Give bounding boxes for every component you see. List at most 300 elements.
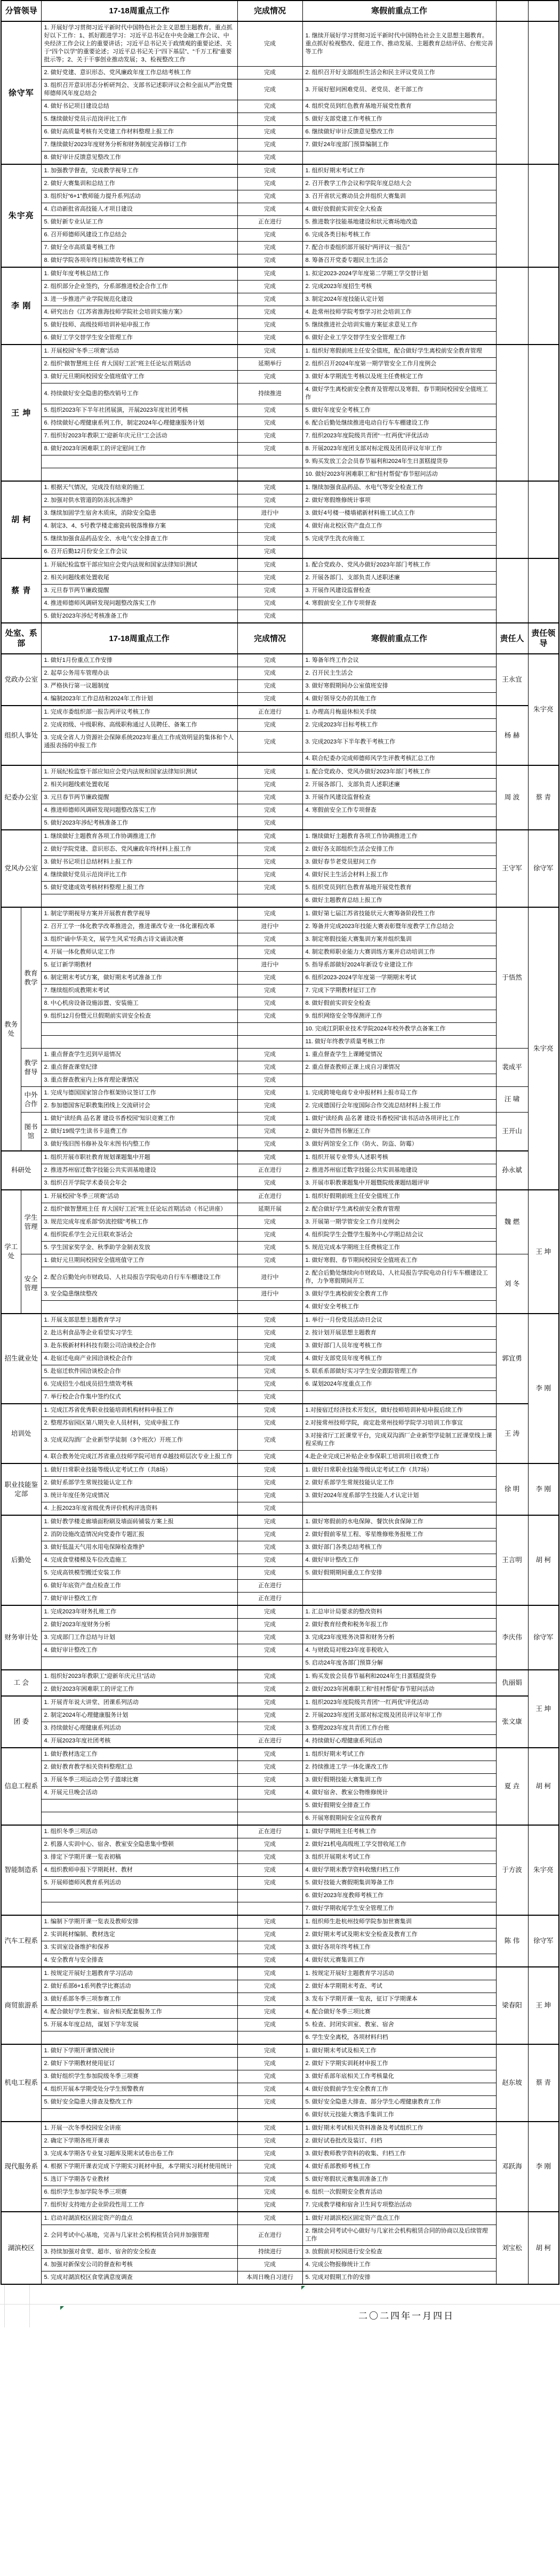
person-cell: 于方波 [496,1825,528,1915]
status-cell: 完成 [237,997,302,1010]
work-cell: 2. 机器人实训中心、宿舍、教室安全隐患集中整顿 [41,1838,237,1851]
status-cell: 进行中 [237,1267,302,1288]
work-schedule-table [1,0,559,2285]
work-cell: 2. 做好教育教学相关资料整理汇总 [41,1761,237,1774]
status-cell: 完成 [237,1074,302,1087]
status-cell: 完成 [237,1722,302,1735]
work-cell [41,1036,237,1049]
status-cell: 进行中 [237,959,302,972]
work-cell: 4. 组织开展本学期受处分学生预警教育 [41,2083,237,2096]
status-cell: 完成 [237,139,302,151]
status-cell: 完成 [237,1327,302,1340]
work-cell: 5. 完成高铁模型搬迁安装工作 [41,1567,237,1580]
work-cell: 4. 安全教育与安全排查 [41,1954,237,1967]
leader-cell: 李 刚 [528,1463,559,1515]
leader-cell [528,21,559,164]
vacation-cell: 10. 做好2023年困难职工和“挂村帮促”春节慰问活动 [302,468,496,482]
department-cell: 组织人事处 [1,706,41,765]
work-cell: 3. 排定下学期开课一览表初稿 [41,1851,237,1864]
status-cell: 完成 [237,229,302,242]
status-cell: 完成 [237,610,302,623]
vacation-cell: 2. 持续推进工学一体化课改工作 [302,1761,496,1774]
status-cell: 完成 [237,2173,302,2186]
status-cell: 完成 [237,2161,302,2173]
work-cell: 1. 开展纪检监察干部应知应会党内法规和国家法律知识测试 [41,765,237,779]
vacation-cell: 5. 做好假期安全排查工作 [302,1799,496,1812]
status-cell: 完成 [237,1980,302,1993]
work-cell: 6. 做好工学交替学生安全管理工作 [41,332,237,345]
vacation-cell: 3. 完成2023年下半年教干考核工作 [302,732,496,753]
work-cell: 2. 做好2023年度财务分析 [41,1619,237,1631]
department-cell: 机电工程系 [1,2044,41,2122]
work-cell: 2. 实训耗材编制、教材选定 [41,1929,237,1941]
vacation-cell: 3. 放假前对校园进行安全检查 [302,2246,496,2259]
status-cell: 完成 [237,2006,302,2019]
status-cell: 完成 [237,319,302,332]
vacation-cell: 3. 开展第一期学管安全工作月度例会 [302,1216,496,1229]
status-cell: 完成 [237,933,302,946]
work-cell: 2. 起草公务用车管理办法 [41,667,237,680]
vacation-cell: 3.对接省厅工匠课堂平台，完成双沟酒厂企业新型学徒制工匠课堂线上课程采购工作 [302,1430,496,1451]
status-cell: 本周日晚自习进行 [237,2271,302,2285]
department-cell: 智能制造系 [1,1825,41,1915]
work-cell: 1. 根据天气情况，完成没有结束的施工 [41,481,237,494]
leader-name-cell: 蔡 青 [1,558,41,623]
vacation-cell: 4. 做好状元赛集训工作 [302,1954,496,1967]
person-cell: 王 涛 [496,1404,528,1463]
vacation-cell: 7. 完成下学期教材征订工作 [302,985,496,997]
work-cell: 1. 加强教学督查，完成教学视导工作 [41,164,237,178]
work-cell: 4. 推进师德师风调研发现问题整改落实工作 [41,597,237,610]
person-cell [496,345,528,481]
work-cell: 7. 继续做好2023年度财务分析和财务制度完善修订工作 [41,139,237,151]
work-cell: 8. 做好审计反馈意见整改工作 [41,151,237,165]
work-cell: 2. 整理苏宿园区第八期失业人员材料，完成申报工作 [41,1417,237,1430]
vacation-cell: 4. 寒假前安全工作专项督查 [302,804,496,817]
department-cell: 现代服务系 [1,2122,41,2212]
vacation-cell: 1. 继续开展好学习贯彻习近平新时代中国特色社会主义思想主题教育。重点抓好检视整改、促进工作、推动发展、主题教育总结评估、台账完善等工作 [302,21,496,67]
vacation-cell: 1. 组织开展专业带头人述职考核 [302,1151,496,1164]
status-cell: 完成 [237,1404,302,1417]
column-header-work: 17-18周重点工作 [41,623,237,654]
status-cell: 完成 [237,1229,302,1242]
vacation-cell: 4. 做好系部教师考核工作 [302,2161,496,2173]
department-cell: 工 会 [1,1670,41,1696]
vacation-cell: 2. 召开教学工作会议和学院年度总结大会 [302,178,496,190]
work-cell: 6. 完成招生小组成员招生绩效考核 [41,1378,237,1391]
work-cell: 3. 重点督查教室内上体育理论课情况 [41,1074,237,1087]
vacation-cell: 4. 完成公物报修统计工作 [302,2259,496,2271]
status-cell: 完成 [237,2259,302,2271]
status-cell: 完成 [237,843,302,856]
vacation-cell: 1. 继续加强食品药品、水电气等安全检查工作 [302,481,496,494]
work-cell: 1. 开展校园“冬季三项赛”活动 [41,1190,237,1203]
status-cell: 完成 [237,151,302,165]
status-cell [237,894,302,908]
leader-cell: 蔡 青 [528,765,559,830]
person-cell [496,267,528,345]
vacation-cell [302,1391,496,1404]
leader-cell: 王 坤 [528,1190,559,1314]
vacation-cell: 4. 赴常州技师学院考察学习社会培训工作 [302,306,496,319]
status-cell: 完成 [237,1993,302,2006]
work-cell: 4. 做好审计整改工作 [41,1644,237,1657]
vacation-cell: 6. 完成各类目标考核工作 [302,229,496,242]
person-cell: 徐 明 [496,1463,528,1515]
department-cell: 学工处 [1,1190,21,1314]
work-cell: 2. 会同考试中心基地，完善与几家社会机构租赁合同并加强管理 [41,2225,237,2246]
vacation-cell: 2. 开展各部门、支部负责人述职述廉 [302,572,496,585]
vacation-cell: 1. 组织好期末考试工作 [302,1748,496,1761]
status-cell: 完成 [237,2019,302,2031]
person-cell: 仇丽娟 [496,1670,528,1696]
status-cell: 完成 [237,1670,302,1683]
department-cell: 湖滨校区 [1,2212,41,2284]
vacation-cell: 2. 做好寒假维修统计事项 [302,494,496,507]
vacation-cell: 5. 做好寒假状元赛集训准备工作 [302,2173,496,2186]
status-cell: 完成 [237,1748,302,1761]
vacation-cell: 2. 开展2023年度团支部对标定级及团员评议年审工作 [302,1709,496,1722]
status-cell: 完成 [237,1417,302,1430]
person-cell: 王守军 [496,830,528,907]
work-cell: 4. 继续做好党员示范岗评比工作 [41,869,237,882]
person-cell: 周 波 [496,765,528,830]
cell-flag-icon [60,2306,64,2310]
work-cell: 1. 开展校园“冬季三项赛”活动 [41,345,237,358]
leader-cell: 胡 柯 [528,2212,559,2284]
status-cell: 完成 [237,856,302,869]
work-cell: 5. 做好2023年涉纪考核准备工作 [41,817,237,830]
vacation-cell: 7. 组织2023年度院级共青团“一红两优”评优活动 [302,430,496,443]
status-cell: 完成 [237,1378,302,1391]
status-cell: 完成 [237,1314,302,1327]
vacation-cell: 3. 开展作风建设监督检查 [302,585,496,597]
status-cell: 完成 [237,1864,302,1877]
status-cell: 正在进行 [237,1164,302,1177]
status-cell: 进行中 [237,1288,302,1301]
status-cell: 正在进行 [237,1593,302,1606]
vacation-cell: 3. 做好2024年度系部学生技能人才认定计划 [302,1490,496,1502]
vacation-cell: 4. 做好支部党员年度考核工作 [302,1353,496,1365]
status-cell: 完成 [237,1541,302,1554]
vacation-cell: 5. 推进数字技能基地建设和状元赛场地改造 [302,216,496,229]
status-cell: 完成 [237,1941,302,1954]
status-cell: 完成 [237,417,302,430]
status-cell: 完成 [237,946,302,959]
vacation-cell: 4. 持续做好心理健康系列活动 [302,1735,496,1748]
cell-flag-icon [301,2286,305,2290]
person-cell: 梁春阳 [496,1967,528,2044]
gridline [4,2285,5,2327]
status-cell: 完成 [237,1515,302,1529]
vacation-cell: 3. 做好假期技能大赛集训工作 [302,1774,496,1787]
gridline [29,2285,30,2327]
work-cell: 2. 制定2024年心理健康服务计划 [41,1709,237,1722]
vacation-cell: 4. 组织院学生会暨学生服务中心学期总结会议 [302,1229,496,1242]
work-cell: 3. 实训室设备维护和保养 [41,1941,237,1954]
vacation-cell: 1. 按规定开展好主题教育学习活动 [302,1967,496,1980]
department-cell: 汽车工程系 [1,1915,41,1967]
status-cell [237,1902,302,1916]
status-cell: 完成 [237,293,302,306]
status-cell: 完成 [237,178,302,190]
vacation-cell: 3. 制定2024年度技能认定计划 [302,293,496,306]
work-cell: 3. 严格执行第一议题制度 [41,680,237,693]
vacation-cell: 5. 检查、封闭实训室、教室、宿舍 [302,2019,496,2031]
work-cell: 1. 完成市委组织部一报告两评议考核工作 [41,706,237,719]
status-cell: 完成 [237,2058,302,2070]
work-cell: 4. 做好书记项目建设总结 [41,100,237,113]
vacation-cell: 2. 做好21机电高级班工学交替收尾工作 [302,1838,496,1851]
work-cell: 2. 做好党建、意识形态、党风廉政年度工作总结考核工作 [41,67,237,79]
work-cell [41,1902,237,1916]
vacation-cell: 1. 配合党政办、党风办做好2023年部门考核工作 [302,558,496,572]
work-cell: 3. 做好残旧图书修补及年末图书内整工作 [41,1138,237,1151]
vacation-cell: 4. 配合做好冬季三项比赛 [302,2006,496,2019]
status-cell: 完成 [237,2199,302,2212]
status-cell: 完成 [237,79,302,100]
work-cell [41,1812,237,1826]
vacation-cell: 3. 做好学生离校前安全教育工作 [302,1288,496,1301]
person-cell [496,481,528,558]
status-cell: 完成 [237,1631,302,1644]
person-cell: 汪 啸 [496,1087,528,1113]
vacation-cell [302,151,496,165]
status-cell: 完成 [237,113,302,126]
sheet-footer [0,2285,560,2345]
vacation-cell: 5. 做好安全隐患大排查、部分学生心理健康教育工作 [302,2096,496,2109]
work-cell: 3. 做好低温天气用水用电保障检查维护 [41,1541,237,1554]
status-cell: 完成 [237,1619,302,1631]
work-cell: 4. 制定3、4、5号教学楼走廊瓷砖脱落维修方案 [41,520,237,533]
vacation-cell: 6. 做好状元技能大赛选手集训工作 [302,2109,496,2122]
vacation-cell: 8. 开展2023年度团支部对标定级及团员评议年审工作 [302,443,496,455]
status-cell: 完成 [237,2070,302,2083]
leader-cell: 胡 柯 [528,1515,559,1605]
vacation-cell: 2. 做好下学期实训耗材申报工作 [302,2058,496,2070]
subgroup-cell: 教育教学 [21,907,41,1049]
work-cell: 6. 做好高质量考核有关党建工作材料整理上报工作 [41,126,237,139]
status-cell: 完成 [237,100,302,113]
work-cell: 1. 制定学期视导方案并开展教育教学视导 [41,907,237,921]
work-cell [41,1023,237,1036]
work-cell: 2. 做好2023年困难职工的评定工作 [41,1683,237,1697]
vacation-cell: 3. 开展好慰问困难党员、老党员、老干部工作 [302,79,496,100]
vacation-cell: 5. 继续推进社会培训实施方案征求意见工作 [302,319,496,332]
person-cell: 陈 伟 [496,1915,528,1967]
work-cell: 3. 做好元旦期间校园安全值班值守工作 [41,371,237,383]
work-cell: 5. 做好党建成效考核材料整理上报工作 [41,882,237,894]
work-cell: 5. 学生国家奖学金、秋季助学金制表发放 [41,1242,237,1254]
status-cell: 进行中 [237,921,302,933]
status-cell: 完成 [237,404,302,417]
leader-name-cell: 徐守军 [1,21,41,164]
work-cell: 1. 开展好学习贯彻习近平新时代中国特色社会主义思想主题教育。重点抓好以下工作：1、抓好跟进学习：习近平总书记在中央金融工作会议、中央经济工作会议上的重要讲话；习近平总书记关于政绩观的重要论述、关于“四个以学”的重要论述；习近平总书记关于“四下基层”、“千万工程”重要批示等；2、关于干事创业推动发展；3、检视整改工作 [41,21,237,67]
work-cell: 6. 召开后勤12月份安全工作会议 [41,546,237,559]
status-cell: 延期举行 [237,358,302,371]
vacation-cell: 2. 配合做好学生离校前安全教育管理 [302,1203,496,1216]
vacation-cell: 2. 完成2023年度招生考核 [302,281,496,293]
status-cell [237,2031,302,2045]
status-cell: 完成 [237,494,302,507]
vacation-cell: 1. 拟定2023-2024学年度第二学期工学交替计划 [302,267,496,281]
leader-cell: 王 坤 [528,1967,559,2044]
work-cell: 4. 配合做好学生教室、宿舍相关配套服务工作 [41,2006,237,2019]
vacation-cell: 1. 筹备年终工作会议 [302,654,496,667]
vacation-cell: 2. 做好2023年困难职工和“挂村帮促”春节慰问活动 [302,1683,496,1697]
work-cell: 2. 配合后勤处向市财政局、人社局报告学院电动自行车车棚建设工作 [41,1267,237,1288]
status-cell: 正在进行 [237,216,302,229]
footer-date: 二〇二四年一月四日 [358,2311,454,2321]
work-cell: 1. 完成江苏省优秀职业技能培训机构材料申报工作 [41,1404,237,1417]
work-cell: 2. 召开工学一体化教学改革推进会，推进课改专业一体化课程改革 [41,921,237,933]
vacation-cell: 3. 做好本学期流生考核以及班主任费核定工作 [302,371,496,383]
vacation-cell: 5. 启动24年度各部门预算分解 [302,1657,496,1670]
vacation-cell: 1. 组织好期末考试工作 [302,164,496,178]
vacation-cell [302,1074,496,1087]
work-cell: 6. 持续做好心理健康系列工作，制定2024年心理健康服务计划 [41,417,237,430]
work-cell: 5. 做好安全隐患大排查及整改工作 [41,2096,237,2109]
vacation-cell: 6. 做好2023年度教师考核工作 [302,1890,496,1902]
work-cell: 3. 组织召开学院学术委员会年会 [41,1177,237,1190]
vacation-cell: 2. 筹备并完成2023年技能大赛表彰暨年度教学工作总结会 [302,921,496,933]
vacation-cell: 4. 与财政局对账23年度非税收入 [302,1644,496,1657]
subgroup-cell: 图书馆 [21,1113,41,1151]
work-cell: 4. 编制2023年工作总结和2024年工作计划 [41,693,237,706]
subgroup-cell: 中外合作 [21,1087,41,1113]
status-cell: 完成 [237,1451,302,1464]
status-cell: 完成 [237,1490,302,1502]
person-cell: 刘 冬 [496,1254,528,1314]
vacation-cell: 3. 做好春节老党员慰问工作 [302,856,496,869]
status-cell: 完成 [237,1242,302,1254]
vacation-cell: 1. 做好寒假、春节期间校园安全值班表工作 [302,1254,496,1267]
status-cell [237,1657,302,1670]
vacation-cell: 7. 配合市委组织部开展好“两评议一报告” [302,242,496,254]
work-cell: 1. 编制下学期开课一览表及教师安排 [41,1915,237,1929]
work-cell: 1. 完成2023年财务扎账工作 [41,1605,237,1619]
column-header-status: 完成情况 [237,623,302,654]
work-cell [41,753,237,766]
work-cell [41,2031,237,2045]
status-cell: 完成 [237,332,302,345]
work-cell: 5. 选订下学期各专业教材 [41,2173,237,2186]
work-cell: 5. 赴宿迁软件园洽谈校企合作 [41,1365,237,1378]
vacation-cell: 7. 做好24年度部门预算编制工作 [302,139,496,151]
work-cell: 4. 根据下学期开课表完成下学期实习耗材申报，本学期实习耗材使用统计 [41,2161,237,2173]
leader-cell [528,164,559,267]
vacation-cell: 4. 做好学期末教学资料收缴归档工作 [302,1864,496,1877]
work-cell: 3. 组织召开意识形态分析研判会、支部书记述职评议会和全面从严治党暨师德师风年度总结会 [41,79,237,100]
vacation-cell: 2. 继续会同考试中心做好与几家社会机构租赁合同的协商以及后续管理工作 [302,2225,496,2246]
column-header-group: 分管领导 [1,1,41,21]
leader-cell: 朱宇亮 [528,654,559,765]
subgroup-cell: 教学督导 [21,1049,41,1087]
status-cell: 完成 [237,585,302,597]
vacation-cell: 1. 继续做好主题教育各项工作协调推进工作 [302,830,496,843]
work-cell: 1. 开展支部思想主题教育学习 [41,1314,237,1327]
status-cell: 正在进行 [237,706,302,719]
vacation-cell: 3. 做好教师教学资料的收集、归档工作 [302,2148,496,2161]
work-cell: 6. 组织学生参加学院冬季三项赛 [41,2186,237,2199]
vacation-cell: 3. 做好系部年底相关工作考核量化 [302,2070,496,2083]
status-cell: 完成 [237,1061,302,1074]
vacation-cell: 1. 组织好假期前班主任安全值班工作 [302,1190,496,1203]
status-cell: 完成 [237,1151,302,1164]
vacation-cell: 2. 组织召开好支部组织生活会和民主评议党员工作 [302,67,496,79]
status-cell [237,1890,302,1902]
vacation-cell: 2. 按计划开展思想主题教育 [302,1327,496,1340]
vacation-cell: 2. 做好假前零星工程、零星维修账务报账工作 [302,1529,496,1541]
status-cell: 完成 [237,1365,302,1378]
work-cell: 2. 做好大赛集训和总结工作 [41,178,237,190]
status-cell: 完成 [237,1915,302,1929]
status-cell: 完成 [237,203,302,216]
status-cell: 完成 [237,1877,302,1890]
leader-cell: 朱宇亮 [528,1825,559,1915]
vacation-cell [302,546,496,559]
status-cell: 完成 [237,1696,302,1709]
department-cell: 党风办公室 [1,830,41,907]
status-cell: 完成 [237,1967,302,1980]
status-cell: 完成 [237,164,302,178]
vacation-cell: 6. 学生安全离校，各项材料归档 [302,2031,496,2045]
status-cell: 完成 [237,1138,302,1151]
work-cell: 5. 做好新专业认证工作 [41,216,237,229]
leader-name-cell: 朱宇亮 [1,164,41,267]
vacation-cell: 3. 发布下学期开课一览表，征订下学期课本 [302,1993,496,2006]
work-cell: 2. 做好系部6+1系列教学比赛活动 [41,1980,237,1993]
status-cell: 完成 [237,281,302,293]
column-header-person: 责任人 [496,623,528,654]
work-cell: 4. 联合教务处完成江苏省重点技师学院可培育卓越技师层次专业上报工作 [41,1451,237,1464]
vacation-cell: 6. 配合后勤处继续推进电动自行车车棚建设工作 [302,417,496,430]
vacation-cell [302,610,496,623]
vacation-cell: 3. 制定寒假技能大赛集训方案并组织集训 [302,933,496,946]
work-cell: 3. 安全隐患继续整改 [41,1288,237,1301]
status-cell: 完成 [237,907,302,921]
work-cell: 2. 加强对供水管道的防冻抗冻维护 [41,494,237,507]
vacation-cell: 2. 组织召开2024年度第一期学管安全工作月度例会 [302,358,496,371]
leader-cell [528,558,559,623]
work-cell: 3. 赴东极新材料科技有限公司洽谈校企合作 [41,1340,237,1353]
status-cell: 完成 [237,804,302,817]
status-cell: 完成 [237,430,302,443]
work-cell: 1. 完成与德国国家馆合作框架协议签订工作 [41,1087,237,1100]
vacation-cell: 3. 完成23年度账务决算和财务分析 [302,1631,496,1644]
person-cell: 于悟然 [496,907,528,1049]
work-cell: 3. 完成双沟酒厂企业新型学徒制（3个班次）开班工作 [41,1430,237,1451]
work-cell: 1. 继续做好主题教育各项工作协调推进工作 [41,830,237,843]
vacation-cell: 6. 组织一次假期安全教育活动 [302,2186,496,2199]
work-cell: 4. 组织教师申报下学期耗材、教材 [41,1864,237,1877]
vacation-cell: 2. 做好各支部组织生活会安排工作 [302,843,496,856]
vacation-cell: 4. 做好领导交办的其他工作 [302,693,496,706]
work-cell: 2. 参加德国客尼职教集团线上交流研讨会 [41,1100,237,1113]
work-cell: 1. 做好下学期开课情况统计 [41,2044,237,2058]
work-cell: 8. 中心机房设备设施添置、安装施工 [41,997,237,1010]
vacation-cell [302,817,496,830]
vacation-cell: 2. 做好期末考试及期末安全检查及教育工作 [302,1929,496,1941]
work-cell: 2. 赴达利食品等企业看望实习学生 [41,1327,237,1340]
work-cell [41,468,237,482]
department-cell: 商贸旅游系 [1,1967,41,2044]
work-cell: 8. 做好学院各项年终目标绩效考核工作 [41,254,237,268]
work-cell: 3. 组织好“6+1”教师能力提升系列活动 [41,190,237,203]
status-cell: 完成 [237,779,302,791]
status-cell [237,1799,302,1812]
status-cell: 完成 [237,1254,302,1267]
